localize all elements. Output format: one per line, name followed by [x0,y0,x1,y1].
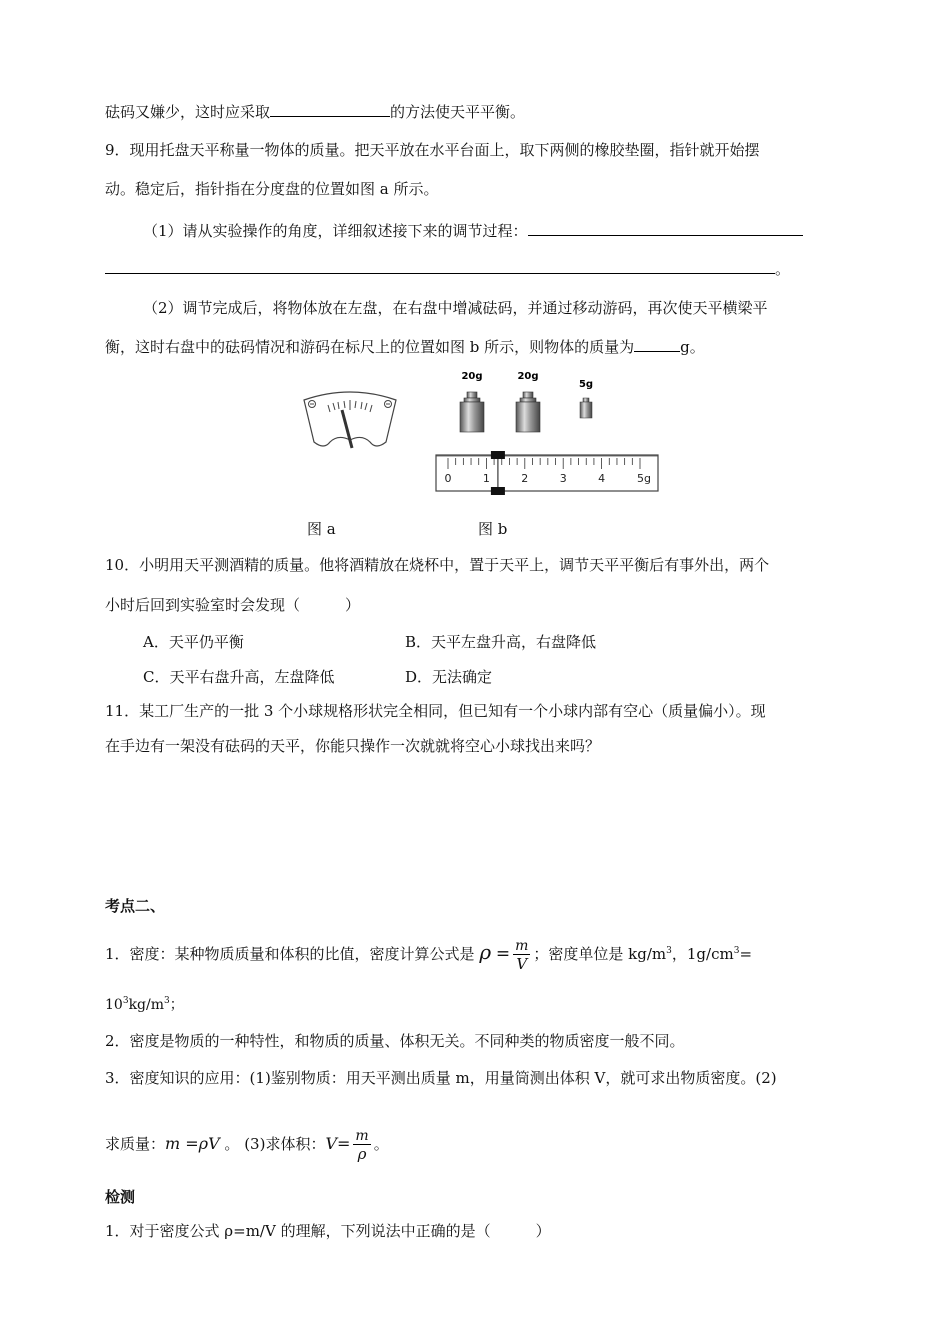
p1-text: 1．密度：某种物质质量和体积的比值，密度计算公式是 [105,945,475,963]
q9-sub1-cont [105,258,790,279]
fraction-denominator: V [516,954,528,973]
sup-3b: 3 [733,946,740,956]
q9-sub1 [143,220,803,241]
vol-fraction-numerator: m [355,1127,369,1144]
p3-volume-label: 。 (3)求体积： [224,1135,326,1153]
q11-line1: 11．某工厂生产的一批 3 个小球规格形状完全相同，但已知有一个小球内部有空心（质量偏小）。现 [105,702,766,720]
weight-label-20g-1: 20g [461,371,483,382]
equals-sign: = [495,944,511,964]
sup-3c: 3 [122,996,129,1006]
balance-dial-figure [300,390,400,465]
kgm: kg/m [128,997,164,1013]
weight-label-5g: 5g [578,379,594,390]
fraction-numerator: m [515,937,529,954]
check-heading: 检测 [105,1188,136,1206]
section2-p3-line1: 3．密度知识的应用：(1)鉴别物质：用天平测出质量 m，用量筒测出体积 V，就可求出物质密度。(2) [105,1069,777,1087]
q10-option-d[interactable]: D．无法确定 [405,668,493,686]
volume-symbol: V [325,1134,338,1153]
section2-p3-line2 [105,1126,389,1166]
q10-line1: 10．小明用天平测酒精的质量。他将酒精放在烧杯中，置于天平上，调节天平平衡后有事外出，两个 [105,556,770,574]
section2-heading: 考点二、 [105,897,166,915]
volume-fraction [353,1128,370,1163]
rho-symbol: ρ [479,940,492,964]
density-fraction [513,938,530,973]
q11-line2: 在手边有一架没有砝码的天平，你能只操作一次就就将空心小球找出来吗？ [105,737,601,755]
section2-p2: 2．密度是物质的一种特性，和物质的质量、体积无关。不同种类的物质密度一般不同。 [105,1032,685,1050]
q9-sub1-blank-a[interactable] [528,220,803,236]
scale-number: 5g [637,472,651,485]
q8-answer-blank[interactable] [270,101,390,117]
weight-label-20g-2: 20g [517,371,539,382]
p1-equals: = [739,945,753,963]
weights-and-scale-figure [430,365,662,500]
scale-number: 2 [521,472,529,485]
q8-text-before: 砝码又嫌少，这时应采取 [105,103,271,121]
q9-line1: 9．现用托盘天平称量一物体的质量。把天平放在水平台面上，取下两侧的橡胶垫圈，指针就开始摆 [105,141,760,159]
q10-option-a[interactable]: A．天平仍平衡 [143,633,244,651]
volume-equals: = [337,1134,351,1153]
weight-20g-1 [460,392,484,432]
scale-number: 3 [559,472,567,485]
q9-sub2-line2 [105,336,705,357]
section2-p1-line2 [105,995,184,1015]
q8-text-after: 的方法使天平平衡。 [390,103,526,121]
q9-sub1-blank-b[interactable] [105,258,775,274]
scale-number: 4 [598,472,606,485]
q9-sub2-line1: （2）调节完成后，将物体放在左盘，在右盘中增减砝码，并通过移动游码，再次使天平横梁平 [143,299,768,317]
p1-unit-text: ；密度单位是 kg/m [533,945,667,963]
q9-mass-blank[interactable] [634,336,680,352]
scale-number: 0 [444,472,452,485]
vol-fraction-denominator: ρ [357,1144,367,1163]
q8-tail-line [105,101,525,122]
q9-sub2-unit: g。 [680,338,705,356]
ten: 10 [105,997,123,1013]
check-q1: 1．对于密度公式 ρ=m/V 的理解，下列说法中正确的是（ ） [105,1222,551,1240]
q10-option-b[interactable]: B．天平左盘升高，右盘降低 [405,633,597,651]
section2-p1-line1 [105,934,752,972]
q9-sub1-end: 。 [775,260,791,278]
weight-5g [580,398,592,418]
mass-formula: m =ρV [165,1134,220,1153]
p3-end: 。 [373,1135,389,1153]
rider-bottom [491,487,505,495]
p1-unit-text2: ，1g/cm [671,945,734,963]
sup-3: 3 [666,946,672,956]
sup-3d: 3 [164,996,170,1006]
q9-sub1-text: （1）请从实验操作的角度，详细叙述接下来的调节过程： [143,222,528,240]
figure-a-label: 图 a [307,520,336,538]
q10-option-c[interactable]: C．天平右盘升高，左盘降低 [143,668,335,686]
scale-number: 1 [482,472,490,485]
q10-line2: 小时后回到实验室时会发现（ ） [105,596,361,614]
q9-sub2-text: 衡，这时右盘中的砝码情况和游码在标尺上的位置如图 b 所示，则物体的质量为 [105,338,635,356]
figure-b-label: 图 b [478,520,508,538]
q9-line2: 动。稳定后，指针指在分度盘的位置如图 a 所示。 [105,180,439,198]
rider-top [491,451,505,459]
weight-20g-2 [516,392,540,432]
p3-mass-label: 求质量： [105,1135,166,1153]
semicolon: ； [169,997,184,1013]
